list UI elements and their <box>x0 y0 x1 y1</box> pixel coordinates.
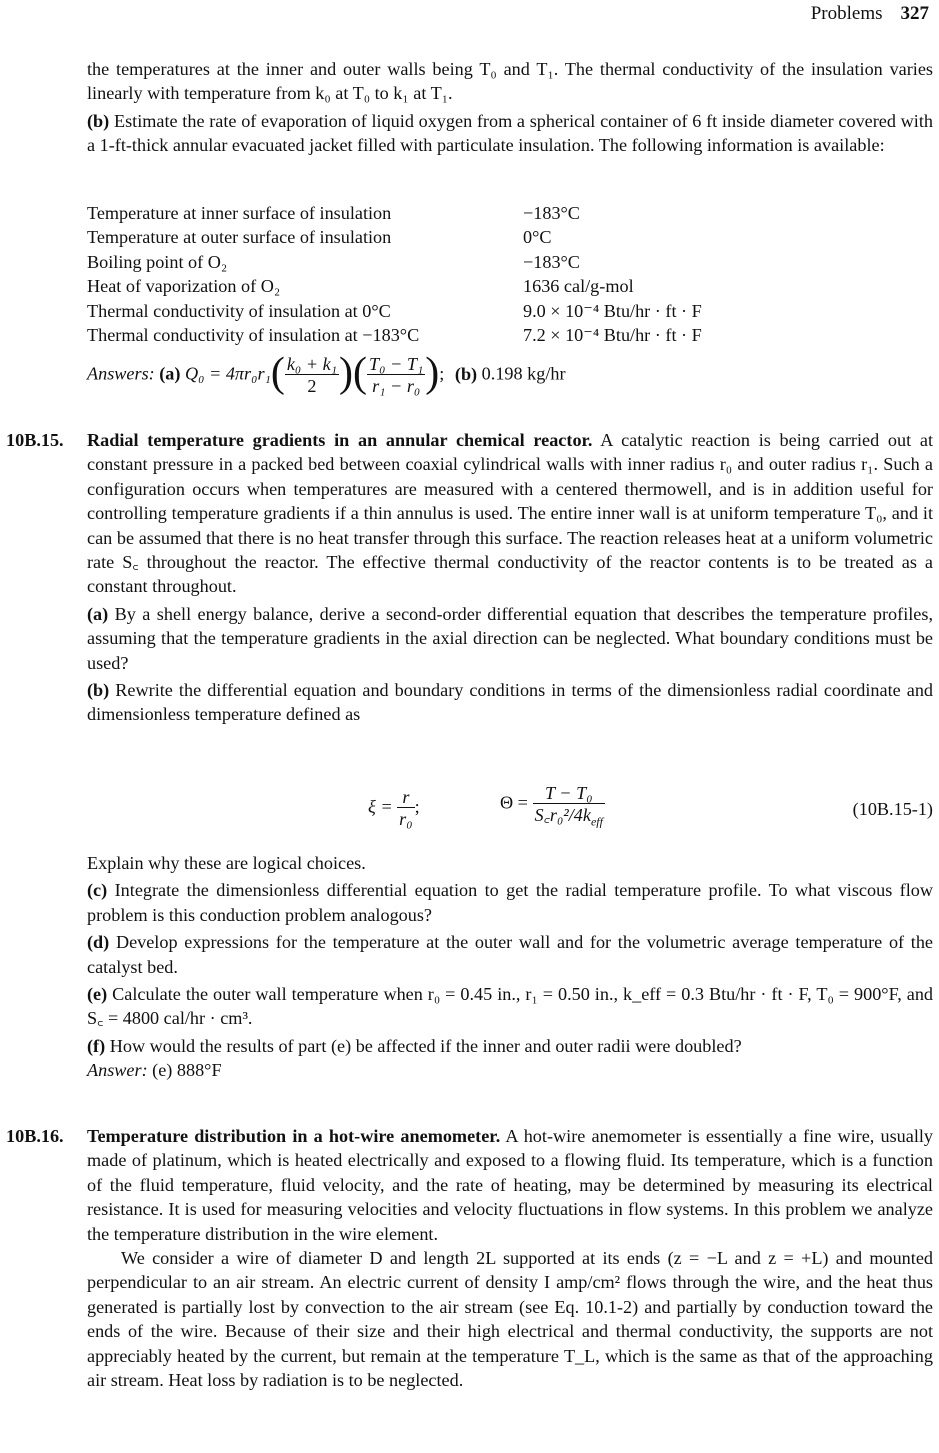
left-paren: ( <box>353 349 368 396</box>
table-row <box>87 201 787 225</box>
problem-10b15-block <box>87 428 933 727</box>
fraction-numerator: T − T₀ <box>533 783 605 804</box>
part-b-text: Rewrite the differential equation and boundary conditions in terms of the dimensionless radial coordinate and dimensionless temperature defined as <box>87 680 934 725</box>
table-label: Temperature at inner surface of insulation <box>87 203 392 223</box>
problem-10b16-block <box>87 1124 933 1392</box>
answer-b-label: (b) <box>454 363 478 384</box>
theta-definition <box>500 783 605 829</box>
fraction-k <box>285 354 339 397</box>
problem-number: 10B.16. <box>6 1126 64 1146</box>
fraction-denominator: r₀ <box>399 809 413 829</box>
theta-fraction <box>533 783 605 829</box>
answers-line: Answers: (a) Q₀ = 4πr₀r₁( $\frac{\text{k₀ + k₁}}{2}$ )( $\frac{\text{T₀ − T₁}}{\text{r₁ − r₀}}$ ); (b) 0.198 kg/hr <box>87 349 566 396</box>
problem-title: Temperature distribution in a hot-wire anemometer. <box>87 1126 501 1146</box>
part-c-text: Integrate the dimensionless differential equation to get the radial temperature profile. To what viscous flow problem is this conduction problem analogous? <box>87 880 934 925</box>
part-f <box>87 1034 933 1058</box>
answer-a-label: (a) <box>159 363 181 384</box>
table-row <box>87 250 787 274</box>
answer-label: Answer: <box>87 1060 148 1081</box>
part-b-label: (b) <box>87 110 110 131</box>
part-a-text: By a shell energy balance, derive a second-order differential equation that describes the temperature profiles, assuming that the temperature gradients in the axial direction can be neglected. What boundary conditions must be used? <box>87 603 933 673</box>
table-row <box>87 225 787 249</box>
theta-lhs: Θ = <box>500 792 528 813</box>
data-table <box>87 201 787 347</box>
table-label: Heat of vaporization of O₂ <box>87 276 281 297</box>
part-d-text: Develop expressions for the temperature at the outer wall and for the volumetric average temperature of the catalyst bed. <box>87 932 934 977</box>
fraction-denominator <box>533 804 605 829</box>
table-label: Thermal conductivity of insulation at 0°C <box>87 300 391 321</box>
part-f-text: How would the results of part (e) be affected if the inner and outer radii were doubled? <box>109 1035 742 1056</box>
table-value: −183°C <box>523 251 580 272</box>
equation-10b15-1 <box>0 783 939 839</box>
fraction-numerator: k₀ + k₁ <box>286 354 338 374</box>
table-label: Thermal conductivity of insulation at −183°C <box>87 325 420 346</box>
fraction-t <box>367 354 425 397</box>
answer-b-value: 0.198 kg/hr <box>481 363 566 384</box>
problem-number: 10B.15. <box>6 430 64 450</box>
part-d <box>87 930 933 979</box>
table-value: 7.2 × 10⁻⁴ Btu/hr · ft · F <box>523 325 702 346</box>
denominator-main: S꜀r₀²/4k <box>534 805 591 825</box>
problem-statement <box>87 428 933 599</box>
table-row <box>87 299 787 323</box>
answer-line <box>87 1058 933 1082</box>
answer-text: (e) 888°F <box>152 1060 222 1081</box>
denominator-subscript: eff <box>590 814 603 829</box>
answer-a-expression: Q₀ = 4πr₀r₁ <box>185 363 271 384</box>
problem-title: Radial temperature gradients in an annular chemical reactor. <box>87 430 593 450</box>
part-a <box>87 602 933 675</box>
part-a-label: (a) <box>87 603 109 624</box>
table-value: 1636 cal/g-mol <box>523 276 634 297</box>
fraction-denominator: r₁ − r₀ <box>372 376 421 396</box>
part-b <box>87 678 933 727</box>
page-header <box>811 2 929 26</box>
page-number: 327 <box>900 3 929 24</box>
answers-label: Answers: <box>87 363 155 384</box>
part-b-text: Estimate the rate of evaporation of liquid oxygen from a spherical container of 6 ft inside diameter covered with a 1-ft-thick annular evacuated jacket filled with particulate insulation. The following information is available: <box>87 110 933 156</box>
fraction-denominator: 2 <box>307 376 317 396</box>
table-value: 0°C <box>523 227 552 248</box>
table-label: Temperature at outer surface of insulation <box>87 227 392 248</box>
part-c-label: (c) <box>87 880 108 901</box>
problem-10b15-continued <box>87 851 933 1083</box>
fraction-numerator: r <box>397 787 414 808</box>
explain-line: Explain why these are logical choices. <box>87 853 366 873</box>
fraction-numerator: T₀ − T₁ <box>369 354 424 374</box>
intro-part-b <box>87 109 933 158</box>
part-d-label: (d) <box>87 932 110 953</box>
header-title: Problems <box>810 3 883 24</box>
problem-body-paragraph-2: We consider a wire of diameter D and length 2L supported at its ends (z = −L and z = +L) and mounted perpendicular to an air stream. An electric current of density I amp/cm² flows through the wire, and the heat thus generated is partially lost by convection to the air stream (see Eq. 10.1-2) and partially by conduction toward the ends of the wire. Because of their size and their high electrical and thermal conductivity, the supports are not appreciably heated by the current, but remain at the temperature T_L, which is the same as that of the approaching air stream. Heat loss by radiation is to be neglected. <box>87 1248 933 1391</box>
xi-lhs: ξ = <box>368 796 393 817</box>
problem-body: A hot-wire anemometer is essentially a fine wire, usually made of platinum, which is heated electrically and exposed to a flowing fluid. Its temperature, which is a function of the fluid temperature, fluid velocity, and the rate of heating, may be determined by measuring its electrical resistance. It is used for measuring velocities and velocity fluctuations in flow systems. In this problem we analyze the temperature distribution in the wire element. <box>87 1126 934 1244</box>
intro-block <box>87 57 933 158</box>
part-f-label: (f) <box>87 1035 106 1056</box>
table-row <box>87 274 787 298</box>
intro-continuation: the temperatures at the inner and outer walls being T₀ and T₁. The thermal conductivity of the insulation varies linearly with temperature from k₀ at T₀ to k₁ at T₁. <box>87 59 933 104</box>
equation-separator: ; <box>414 796 420 817</box>
xi-definition <box>368 787 420 830</box>
table-value: −183°C <box>523 203 580 223</box>
table-label: Boiling point of O₂ <box>87 251 228 272</box>
right-paren: ) <box>425 349 440 396</box>
right-paren: ) <box>339 349 354 396</box>
part-b-label: (b) <box>87 680 110 701</box>
part-e <box>87 982 933 1031</box>
problem-statement <box>87 1124 933 1246</box>
part-e-text: Calculate the outer wall temperature when r₀ = 0.45 in., r₁ = 0.50 in., k_eff = 0.3 Btu/hr · ft · F, T₀ = 900°F, and S꜀ = 4800 cal/hr · cm³. <box>87 984 934 1029</box>
part-c <box>87 878 933 927</box>
table-value: 9.0 × 10⁻⁴ Btu/hr · ft · F <box>523 300 702 321</box>
part-e-label: (e) <box>87 984 108 1005</box>
table-row <box>87 323 787 347</box>
xi-fraction <box>397 787 414 830</box>
problem-body: A catalytic reaction is being carried out at constant pressure in a packed bed between coaxial cylindrical walls with inner radius r₀ and outer radius r₁. Such a configuration occurs when temperatures are measured with a centered thermowell, and is in addition useful for controlling temperature gradients if a thin annulus is used. The entire inner wall is at uniform temperature T₀, and it can be assumed that there is no heat transfer through this surface. The reaction releases heat at a uniform volumetric rate S꜀ throughout the reactor. The effective thermal conductivity of the reactor contents is to be treated as a constant throughout. <box>87 430 933 597</box>
left-paren: ( <box>270 349 285 396</box>
equation-number: (10B.15-1) <box>852 799 933 819</box>
